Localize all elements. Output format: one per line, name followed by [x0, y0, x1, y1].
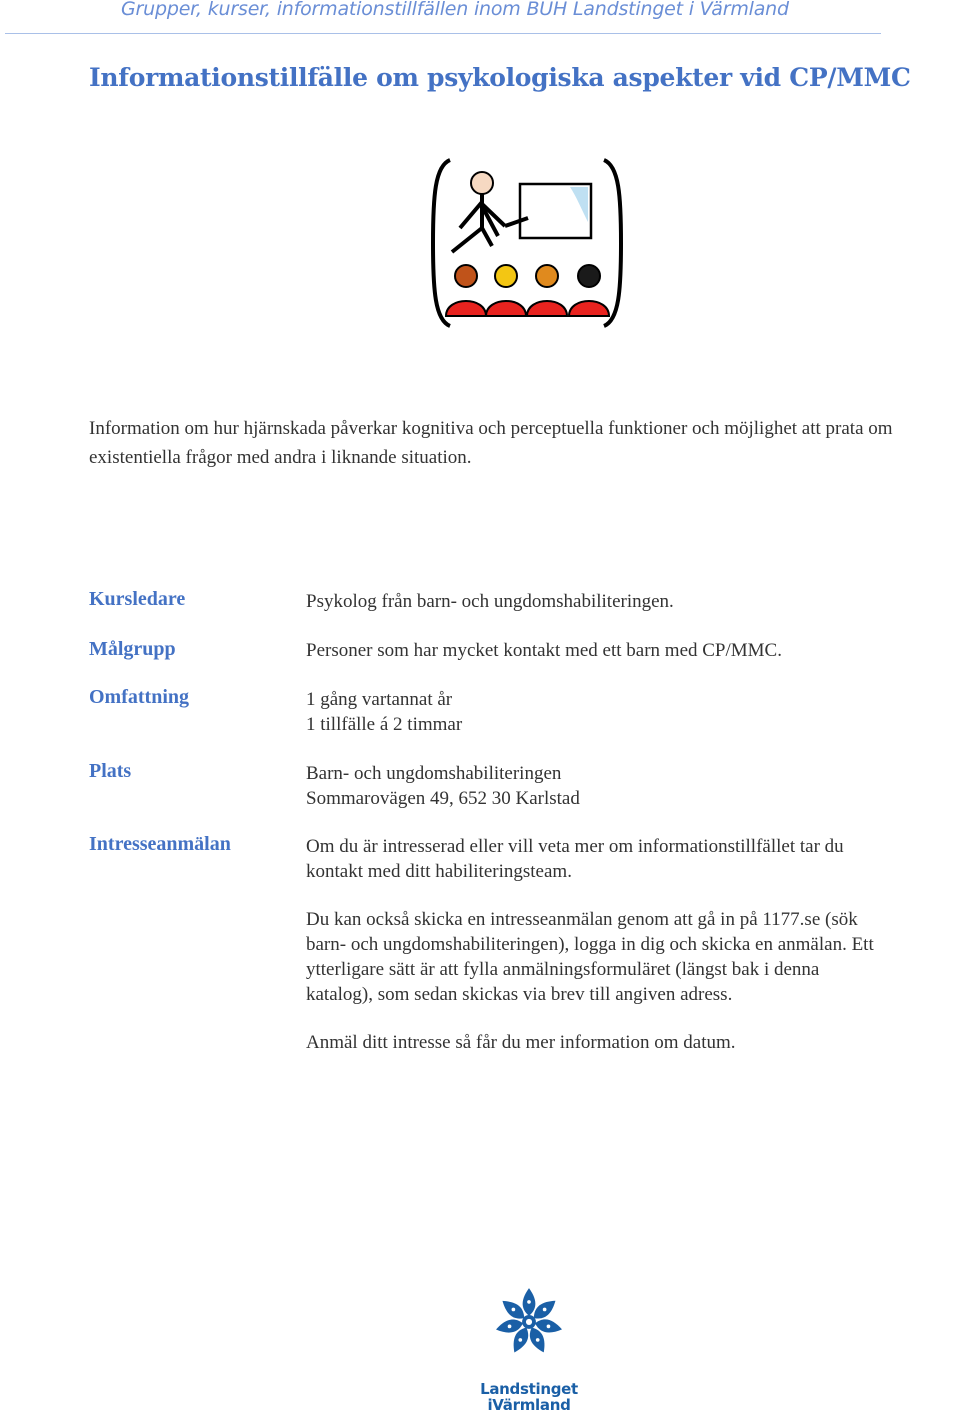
- page-title: Informationstillfälle om psykologiska aspekter vid CP/MMC: [89, 63, 911, 92]
- label-omfattning: Omfattning: [89, 686, 189, 708]
- logo-text-line1: Landstinget: [480, 1380, 578, 1398]
- value-kursledare: [306, 589, 674, 614]
- value-plats: [306, 761, 580, 811]
- value-malgrupp-text: Personer som har mycket kontakt med ett barn med CP/MMC.: [306, 640, 782, 661]
- value-malgrupp: [306, 638, 782, 663]
- logo-text-line2: iVärmland: [487, 1396, 571, 1414]
- label-plats: Plats: [89, 760, 132, 782]
- intresse-line: Om du är intresserad eller vill veta mer om informationstillfället tar du: [306, 836, 844, 857]
- header-divider: [5, 33, 881, 34]
- intro-text: Information om hur hjärnskada påverkar kognitiva och perceptuella funktioner och möjlighet att prata om existentiella frågor med andra i liknande situation.: [89, 418, 893, 468]
- omfattning-line: 1 gång vartannat år: [306, 689, 453, 710]
- value-kursledare-text: Psykolog från barn- och ungdomshabiliteringen.: [306, 591, 674, 612]
- intresse-line: ytterligare sätt är att fylla anmälningsformuläret (längst bak i denna: [306, 959, 820, 980]
- intresse-line: kontakt med ditt habiliteringsteam.: [306, 861, 572, 882]
- omfattning-line: 1 tillfälle á 2 timmar: [306, 714, 463, 735]
- intresse-line: katalog), som sedan skickas via brev till angiven adress.: [306, 984, 733, 1005]
- value-omfattning: [306, 687, 462, 737]
- intresse-line: Du kan också skicka en intresseanmälan genom att gå in på 1177.se (sök: [306, 909, 858, 930]
- label-kursledare: Kursledare: [89, 588, 186, 610]
- value-intresseanmalan-p3: [306, 1030, 736, 1055]
- value-intresseanmalan-p1: [306, 834, 844, 884]
- intresse-line: Anmäl ditt intresse så får du mer information om datum.: [306, 1032, 736, 1053]
- plats-line: Sommarovägen 49, 652 30 Karlstad: [306, 788, 580, 809]
- running-header: Grupper, kurser, informationstillfällen inom BUH Landstinget i Värmland: [121, 0, 789, 20]
- landstinget-flower-logo-icon: [474, 1285, 584, 1385]
- intresse-line: barn- och ungdomshabiliteringen), logga in dig och skicka en anmälan. Ett: [306, 934, 874, 955]
- label-intresseanmalan: Intresseanmälan: [89, 833, 231, 855]
- presentation-audience-icon: [430, 156, 624, 330]
- plats-line: Barn- och ungdomshabiliteringen: [306, 763, 562, 784]
- label-malgrupp: Målgrupp: [89, 638, 176, 660]
- value-intresseanmalan-p2: [306, 907, 874, 1007]
